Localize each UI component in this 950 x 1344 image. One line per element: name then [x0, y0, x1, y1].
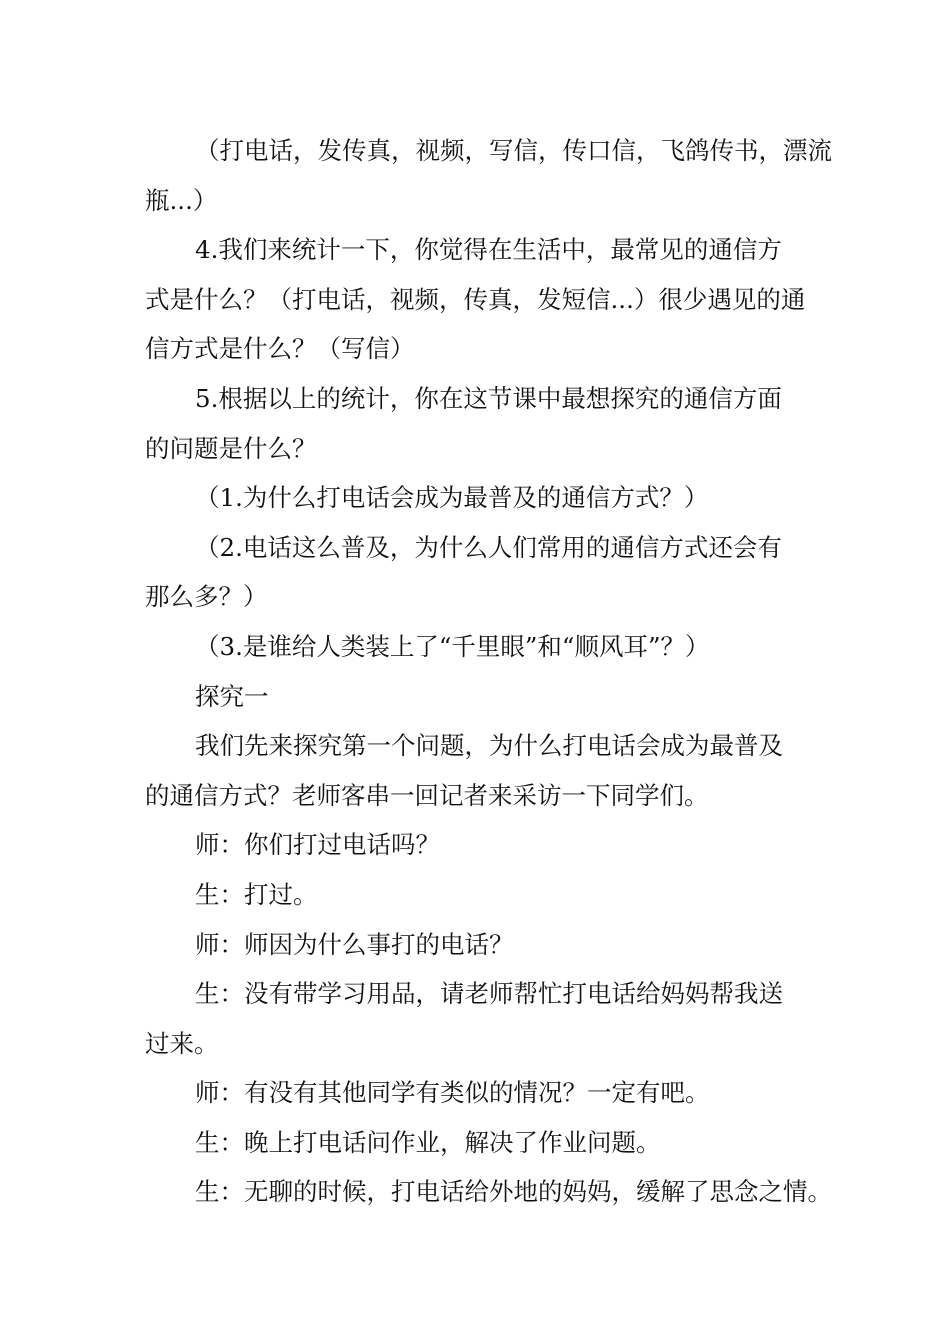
- text-line: 的问题是什么？: [145, 433, 317, 463]
- text-line: 式是什么？（打电话，视频，传真，发短信...）很少遇见的通: [145, 284, 806, 314]
- text-line: 5.根据以上的统计，你在这节课中最想探究的通信方面: [195, 383, 782, 413]
- document-page: [145, 126, 832, 1217]
- dialogue-line: 生：打过。: [195, 879, 318, 909]
- dialogue-line: 师：师因为什么事打的电话？: [195, 929, 514, 959]
- dialogue-line: 生：无聊的时候，打电话给外地的妈妈，缓解了思念之情。: [195, 1177, 832, 1207]
- dialogue-line: 过来。: [145, 1028, 219, 1058]
- text-line: （1.为什么打电话会成为最普及的通信方式？）: [195, 483, 709, 513]
- dialogue-line: 生：没有带学习用品，请老师帮忙打电话给妈妈帮我送: [195, 979, 783, 1009]
- text-line: （2.电话这么普及，为什么人们常用的通信方式还会有: [195, 532, 782, 562]
- text-line: 那么多？）: [145, 582, 268, 612]
- dialogue-line: 生：晚上打电话问作业，解决了作业问题。: [195, 1127, 661, 1157]
- text-line: 4.我们来统计一下，你觉得在生活中，最常见的通信方: [195, 235, 782, 265]
- section-heading: 探究一: [195, 681, 269, 711]
- text-line: 我们先来探究第一个问题，为什么打电话会成为最普及: [195, 731, 783, 761]
- dialogue-line: 师：有没有其他同学有类似的情况？一定有吧。: [195, 1078, 710, 1108]
- text-line: 的通信方式？老师客串一回记者来采访一下同学们。: [145, 780, 709, 810]
- text-line: （打电话，发传真，视频，写信，传口信，飞鸽传书，漂流: [195, 136, 832, 165]
- text-line: 信方式是什么？（写信）: [145, 334, 415, 364]
- dialogue-line: 师：你们打过电话吗？: [195, 830, 440, 860]
- text-line: 瓶...）: [145, 185, 218, 215]
- text-line: （3.是谁给人类装上了“千里眼”和“顺风耳”？）: [195, 631, 710, 661]
